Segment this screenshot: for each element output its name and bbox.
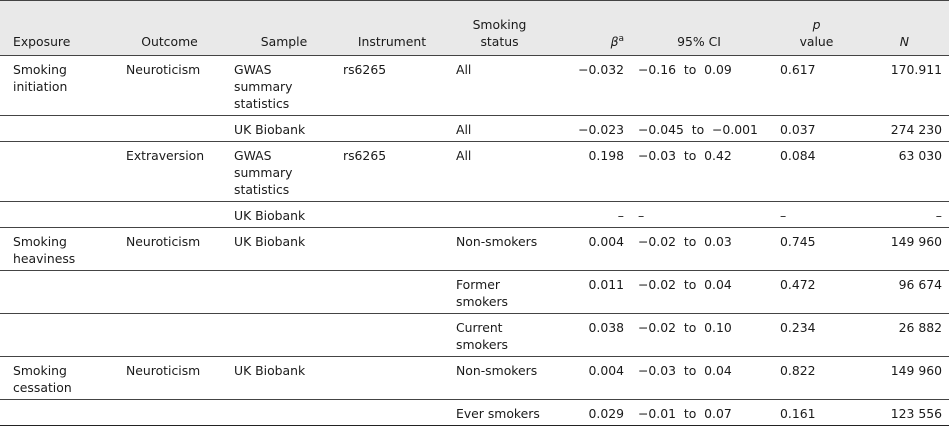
outcome-text: Extraversion bbox=[126, 148, 205, 163]
cell-sample bbox=[227, 116, 341, 142]
ci-value: – bbox=[638, 208, 645, 223]
status-line: Ever smokers bbox=[456, 406, 540, 421]
table-row bbox=[0, 202, 949, 228]
status-line: Non-smokers bbox=[456, 234, 538, 249]
header-smoking-status-line2: status bbox=[480, 34, 519, 49]
sample-line: UK Biobank bbox=[234, 122, 306, 137]
cell-exposure bbox=[0, 271, 112, 314]
table-header bbox=[0, 1, 949, 56]
cell-instrument bbox=[341, 56, 443, 116]
cell-p bbox=[774, 228, 859, 271]
outcome-text: Neuroticism bbox=[126, 62, 201, 77]
beta-value: 0.038 bbox=[588, 320, 624, 335]
ci-value: −0.16 to 0.09 bbox=[638, 62, 732, 77]
ci-value: −0.01 to 0.07 bbox=[638, 406, 732, 421]
header-smoking-status-line1: Smoking bbox=[472, 17, 527, 32]
cell-p bbox=[774, 271, 859, 314]
instrument-text: rs6265 bbox=[343, 148, 387, 163]
header-beta-sup: a bbox=[618, 33, 624, 44]
status-line: Former bbox=[456, 277, 500, 292]
header-sample: Sample bbox=[227, 1, 341, 56]
instrument-text: rs6265 bbox=[343, 62, 387, 77]
n-value: 123 556 bbox=[890, 406, 942, 421]
exposure-line: Smoking bbox=[13, 234, 67, 249]
cell-beta bbox=[556, 400, 624, 426]
p-value: 0.472 bbox=[780, 277, 816, 292]
sample-line: statistics bbox=[234, 182, 290, 197]
ci-value: −0.045 to −0.001 bbox=[638, 122, 758, 137]
header-p-line2: value bbox=[799, 34, 834, 49]
beta-value: 0.004 bbox=[588, 234, 624, 249]
cell-ci bbox=[624, 56, 774, 116]
cell-n bbox=[859, 228, 949, 271]
n-value: – bbox=[935, 208, 942, 223]
sample-line: UK Biobank bbox=[234, 363, 306, 378]
header-beta-symbol: β bbox=[610, 34, 619, 49]
table-row bbox=[0, 228, 949, 271]
cell-instrument bbox=[341, 314, 443, 357]
cell-ci bbox=[624, 116, 774, 142]
header-outcome: Outcome bbox=[112, 1, 227, 56]
cell-status bbox=[443, 116, 556, 142]
outcome-text: Neuroticism bbox=[126, 234, 201, 249]
table-row bbox=[0, 142, 949, 202]
p-value: 0.084 bbox=[780, 148, 816, 163]
cell-p bbox=[774, 314, 859, 357]
cell-ci bbox=[624, 202, 774, 228]
cell-exposure bbox=[0, 202, 112, 228]
cell-status bbox=[443, 202, 556, 228]
exposure-line: cessation bbox=[13, 380, 72, 395]
ci-value: −0.03 to 0.04 bbox=[638, 363, 732, 378]
beta-value: 0.198 bbox=[588, 148, 624, 163]
cell-n bbox=[859, 271, 949, 314]
cell-sample bbox=[227, 400, 341, 426]
status-line: All bbox=[456, 122, 472, 137]
sample-line: UK Biobank bbox=[234, 208, 306, 223]
table-row bbox=[0, 116, 949, 142]
ci-value: −0.02 to 0.04 bbox=[638, 277, 732, 292]
cell-outcome bbox=[112, 56, 227, 116]
cell-outcome bbox=[112, 202, 227, 228]
cell-beta bbox=[556, 56, 624, 116]
cell-status bbox=[443, 142, 556, 202]
cell-exposure bbox=[0, 357, 112, 400]
cell-ci bbox=[624, 142, 774, 202]
beta-value: 0.029 bbox=[588, 406, 624, 421]
cell-status bbox=[443, 314, 556, 357]
cell-sample bbox=[227, 357, 341, 400]
sample-line: GWAS bbox=[234, 148, 272, 163]
header-instrument: Instrument bbox=[341, 1, 443, 56]
cell-instrument bbox=[341, 271, 443, 314]
header-p-value bbox=[774, 1, 859, 56]
cell-outcome bbox=[112, 228, 227, 271]
status-line: smokers bbox=[456, 337, 509, 352]
cell-n bbox=[859, 357, 949, 400]
table-row bbox=[0, 400, 949, 426]
cell-ci bbox=[624, 314, 774, 357]
cell-p bbox=[774, 202, 859, 228]
cell-instrument bbox=[341, 400, 443, 426]
cell-outcome bbox=[112, 400, 227, 426]
header-beta bbox=[556, 1, 624, 56]
header-exposure: Exposure bbox=[0, 1, 112, 56]
table-row bbox=[0, 271, 949, 314]
header-n: N bbox=[859, 1, 949, 56]
header-ci: 95% CI bbox=[624, 1, 774, 56]
cell-instrument bbox=[341, 357, 443, 400]
n-value: 149 960 bbox=[890, 363, 942, 378]
outcome-text: Neuroticism bbox=[126, 363, 201, 378]
exposure-line: Smoking bbox=[13, 62, 67, 77]
cell-sample bbox=[227, 202, 341, 228]
cell-beta bbox=[556, 116, 624, 142]
cell-n bbox=[859, 400, 949, 426]
n-value: 96 674 bbox=[898, 277, 942, 292]
sample-line: UK Biobank bbox=[234, 234, 306, 249]
cell-exposure bbox=[0, 228, 112, 271]
cell-n bbox=[859, 56, 949, 116]
cell-ci bbox=[624, 228, 774, 271]
cell-beta bbox=[556, 228, 624, 271]
cell-outcome bbox=[112, 357, 227, 400]
header-smoking-status bbox=[443, 1, 556, 56]
cell-instrument bbox=[341, 202, 443, 228]
sample-line: GWAS bbox=[234, 62, 272, 77]
cell-status bbox=[443, 56, 556, 116]
cell-p bbox=[774, 116, 859, 142]
n-value: 63 030 bbox=[898, 148, 942, 163]
sample-line: summary bbox=[234, 79, 293, 94]
cell-outcome bbox=[112, 116, 227, 142]
status-line: Non-smokers bbox=[456, 363, 538, 378]
cell-status bbox=[443, 271, 556, 314]
cell-p bbox=[774, 56, 859, 116]
cell-exposure bbox=[0, 400, 112, 426]
p-value: 0.037 bbox=[780, 122, 816, 137]
beta-value: 0.011 bbox=[588, 277, 624, 292]
cell-outcome bbox=[112, 314, 227, 357]
cell-status bbox=[443, 400, 556, 426]
cell-ci bbox=[624, 357, 774, 400]
n-value: 26 882 bbox=[898, 320, 942, 335]
p-value: 0.161 bbox=[780, 406, 816, 421]
cell-status bbox=[443, 357, 556, 400]
cell-n bbox=[859, 314, 949, 357]
cell-ci bbox=[624, 271, 774, 314]
p-value: 0.822 bbox=[780, 363, 816, 378]
header-p-line1: p bbox=[812, 17, 821, 32]
n-value: 274 230 bbox=[890, 122, 942, 137]
cell-p bbox=[774, 142, 859, 202]
p-value: 0.234 bbox=[780, 320, 816, 335]
cell-outcome bbox=[112, 142, 227, 202]
p-value: 0.617 bbox=[780, 62, 816, 77]
cell-beta bbox=[556, 314, 624, 357]
cell-p bbox=[774, 357, 859, 400]
cell-instrument bbox=[341, 116, 443, 142]
n-value: 170.911 bbox=[890, 62, 942, 77]
table-row bbox=[0, 314, 949, 357]
cell-sample bbox=[227, 314, 341, 357]
cell-sample bbox=[227, 56, 341, 116]
status-line: Current bbox=[456, 320, 503, 335]
cell-n bbox=[859, 142, 949, 202]
p-value: – bbox=[780, 208, 787, 223]
table-row bbox=[0, 357, 949, 400]
cell-status bbox=[443, 228, 556, 271]
table-row bbox=[0, 56, 949, 116]
ci-value: −0.02 to 0.10 bbox=[638, 320, 732, 335]
sample-line: statistics bbox=[234, 96, 290, 111]
cell-exposure bbox=[0, 314, 112, 357]
cell-p bbox=[774, 400, 859, 426]
status-line: All bbox=[456, 148, 472, 163]
table-body bbox=[0, 56, 949, 426]
cell-exposure bbox=[0, 56, 112, 116]
sample-line: summary bbox=[234, 165, 293, 180]
status-line: All bbox=[456, 62, 472, 77]
cell-sample bbox=[227, 271, 341, 314]
ci-value: −0.03 to 0.42 bbox=[638, 148, 732, 163]
status-line: smokers bbox=[456, 294, 509, 309]
cell-instrument bbox=[341, 142, 443, 202]
ci-value: −0.02 to 0.03 bbox=[638, 234, 732, 249]
exposure-line: Smoking bbox=[13, 363, 67, 378]
cell-exposure bbox=[0, 142, 112, 202]
cell-sample bbox=[227, 228, 341, 271]
cell-n bbox=[859, 202, 949, 228]
cell-sample bbox=[227, 142, 341, 202]
cell-exposure bbox=[0, 116, 112, 142]
cell-beta bbox=[556, 271, 624, 314]
cell-instrument bbox=[341, 228, 443, 271]
cell-ci bbox=[624, 400, 774, 426]
cell-beta bbox=[556, 202, 624, 228]
beta-value: – bbox=[617, 208, 624, 223]
exposure-line: initiation bbox=[13, 79, 68, 94]
exposure-line: heaviness bbox=[13, 251, 76, 266]
beta-value: 0.004 bbox=[588, 363, 624, 378]
n-value: 149 960 bbox=[890, 234, 942, 249]
p-value: 0.745 bbox=[780, 234, 816, 249]
beta-value: −0.023 bbox=[578, 122, 624, 137]
cell-beta bbox=[556, 142, 624, 202]
cell-n bbox=[859, 116, 949, 142]
beta-value: −0.032 bbox=[578, 62, 624, 77]
cell-outcome bbox=[112, 271, 227, 314]
cell-beta bbox=[556, 357, 624, 400]
